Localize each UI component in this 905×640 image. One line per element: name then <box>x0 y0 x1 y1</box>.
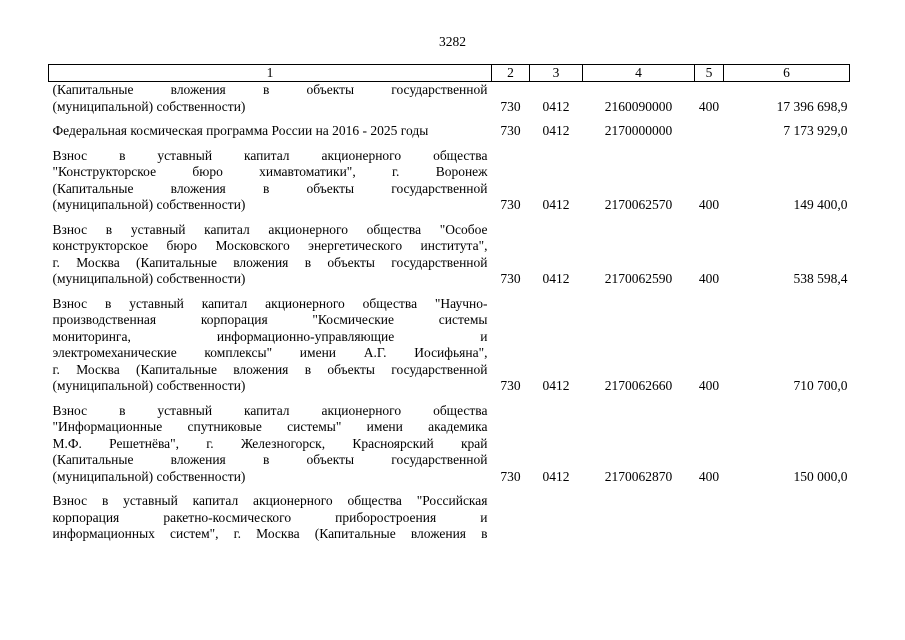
column-header-2: 2 <box>492 65 530 82</box>
description-line: (муниципальной) собственности) <box>52 197 246 212</box>
expense-type-code: 400 <box>698 468 720 484</box>
description-line: М.Ф. Решетнёва", г. Железногорск, Красноярский край <box>52 435 488 451</box>
amount: 17 396 698,9 <box>776 98 848 114</box>
ministry-code: 730 <box>500 197 521 212</box>
amount: 710 700,0 <box>793 378 848 393</box>
description-line: мониторинга, информационно-управляющие и <box>52 328 488 344</box>
description-line: "Информационные спутниковые системы" имени академика <box>52 419 488 434</box>
description-line: производственная корпорация "Космические системы <box>52 312 488 327</box>
description-line: (муниципальной) собственности) <box>52 468 246 484</box>
description-line: конструкторское бюро Московского энергетического института", <box>52 238 488 253</box>
ministry-code: 730 <box>500 98 521 114</box>
ministry-code: 730 <box>500 271 521 286</box>
amount: 7 173 929,0 <box>783 123 848 138</box>
row-spacer <box>49 288 850 296</box>
row-description <box>49 493 492 543</box>
amount: 149 400,0 <box>793 197 848 212</box>
ministry-code: 730 <box>500 123 521 138</box>
description-line: (муниципальной) собственности) <box>52 271 246 286</box>
expense-type-code <box>695 493 724 543</box>
table-row <box>49 403 850 486</box>
row-description <box>49 123 492 140</box>
column-header-4: 4 <box>583 65 695 82</box>
table-row <box>49 82 850 116</box>
column-header-5: 5 <box>695 65 724 82</box>
description-line: электромеханические комплексы" имени А.Г. Иосифьяна", <box>52 345 488 360</box>
ministry-code <box>492 493 530 543</box>
expense-type-code: 400 <box>698 378 720 393</box>
description-line: корпорация ракетно-космического приборостроения и <box>52 509 488 525</box>
description-line: Взнос в уставный капитал акционерного общества <box>52 402 488 418</box>
description-line: Федеральная космическая программа России на 2016 - 2025 годы <box>52 123 429 138</box>
row-description <box>49 222 492 288</box>
description-line: г. Москва (Капитальные вложения в объекты государственной <box>52 361 488 377</box>
row-spacer <box>49 115 850 123</box>
amount: 150 000,0 <box>793 468 848 484</box>
description-line: (муниципальной) собственности) <box>52 378 246 393</box>
row-description <box>49 403 492 486</box>
page-number: 3282 <box>439 34 466 49</box>
section-code <box>530 493 583 543</box>
table-row <box>49 296 850 395</box>
description-line: Взнос в уставный капитал акционерного общества "Российская <box>52 493 488 508</box>
description-line: (Капитальные вложения в объекты государственной <box>52 452 488 467</box>
description-line: "Конструкторское бюро химавтоматики", г. Воронеж <box>52 164 488 179</box>
ministry-code: 730 <box>500 468 521 484</box>
description-line: Взнос в уставный капитал акционерного общества <box>52 147 488 163</box>
description-line: информационных систем", г. Москва (Капитальные вложения в <box>52 526 488 541</box>
table-header <box>49 65 850 82</box>
description-line: Взнос в уставный капитал акционерного общества "Научно- <box>52 295 488 311</box>
budget-table <box>48 64 850 543</box>
description-line: г. Москва (Капитальные вложения в объекты государственной <box>52 254 488 270</box>
description-line: (Капитальные вложения в объекты государственной <box>52 180 488 196</box>
table-row <box>49 493 850 543</box>
expense-type-code <box>695 123 724 140</box>
expense-type-code: 400 <box>698 271 720 286</box>
table-row <box>49 222 850 288</box>
row-spacer <box>49 485 850 493</box>
table-row <box>49 148 850 214</box>
table-row <box>49 123 850 140</box>
section-code: 0412 <box>542 378 570 393</box>
table-body <box>49 82 850 543</box>
row-spacer <box>49 140 850 148</box>
row-description <box>49 82 492 116</box>
target-article-code: 2170062870 <box>604 468 673 484</box>
section-code: 0412 <box>542 123 570 138</box>
target-article-code: 2170062660 <box>604 378 673 393</box>
row-spacer <box>49 214 850 222</box>
section-code: 0412 <box>542 197 570 212</box>
description-line: (Капитальные вложения в объекты государственной <box>52 82 488 97</box>
target-article-code: 2170062570 <box>604 197 673 212</box>
target-article-code: 2170062590 <box>604 271 673 286</box>
description-line: Взнос в уставный капитал акционерного общества "Особое <box>52 221 488 237</box>
amount: 538 598,4 <box>793 271 848 286</box>
section-code: 0412 <box>542 271 570 286</box>
expense-type-code: 400 <box>698 98 720 114</box>
amount <box>724 493 850 543</box>
target-article-code <box>583 493 695 543</box>
section-code: 0412 <box>542 468 570 484</box>
description-line: (муниципальной) собственности) <box>52 98 246 114</box>
ministry-code: 730 <box>500 378 521 393</box>
row-spacer <box>49 395 850 403</box>
row-description <box>49 296 492 395</box>
target-article-code: 2160090000 <box>604 98 673 114</box>
column-header-1: 1 <box>49 65 492 82</box>
target-article-code: 2170000000 <box>604 123 673 138</box>
header-row <box>49 65 850 82</box>
section-code: 0412 <box>542 98 570 114</box>
row-description <box>49 148 492 214</box>
expense-type-code: 400 <box>698 197 720 212</box>
column-header-6: 6 <box>724 65 850 82</box>
column-header-3: 3 <box>530 65 583 82</box>
